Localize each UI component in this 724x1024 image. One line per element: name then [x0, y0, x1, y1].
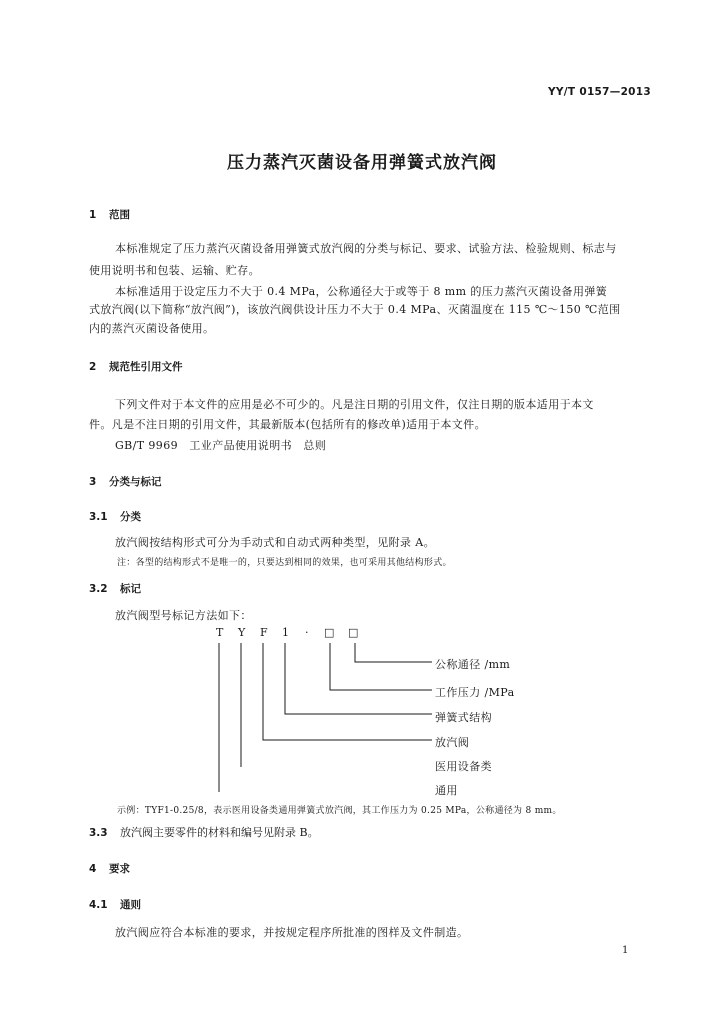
paragraph-line: 本标准适用于设定压力不大于 0.4 MPa，公称通径大于或等于 8 mm 的压力蒸汽灭菌设备用弹簧: [115, 285, 608, 298]
standard-number: YY/T 0157—2013: [547, 86, 651, 98]
section-4-heading: [89, 861, 130, 876]
section-title: 分类: [120, 511, 141, 523]
code-letter: Y: [238, 626, 246, 639]
connector-line: [263, 643, 432, 740]
marking-label: 通用: [435, 784, 458, 797]
section-text: 放汽阀主要零件的材料和编号见附录 B。: [120, 826, 319, 839]
paragraph-line: 件。凡是不注日期的引用文件，其最新版本(包括所有的修改单)适用于本文件。: [89, 418, 486, 431]
page-number: 1: [622, 945, 629, 956]
connector-line: [330, 643, 432, 690]
code-letter: F: [260, 626, 268, 639]
section-title: 标记: [120, 583, 141, 595]
paragraph-line: 使用说明书和包装、运输、贮存。: [89, 264, 260, 277]
paragraph-line: 放汽阀型号标记方法如下：: [115, 609, 252, 622]
section-title: 范围: [109, 209, 130, 221]
code-placeholder: □: [324, 626, 335, 639]
connector-line: [285, 643, 432, 714]
paragraph-line: 本标准规定了压力蒸汽灭菌设备用弹簧式放汽阀的分类与标记、要求、试验方法、检验规则、标志与: [115, 242, 617, 255]
section-title: 通则: [120, 899, 141, 911]
section-3-3: [89, 824, 319, 840]
paragraph-line: 内的蒸汽灭菌设备使用。: [89, 322, 215, 335]
section-number: 3.2: [89, 583, 108, 595]
code-letter: 1: [282, 626, 289, 639]
marking-label: 医用设备类: [435, 760, 492, 773]
section-number: 2: [89, 361, 97, 373]
paragraph-line: 放汽阀按结构形式可分为手动式和自动式两种类型，见附录 A。: [115, 536, 436, 549]
code-placeholder: □: [348, 626, 359, 639]
marking-label: 弹簧式结构: [435, 711, 492, 724]
section-title: 分类与标记: [109, 476, 162, 488]
section-title: 规范性引用文件: [109, 361, 183, 373]
paragraph-line: 下列文件对于本文件的应用是必不可少的。凡是注日期的引用文件，仅注日期的版本适用于本文: [115, 398, 594, 411]
example: 示例：TYF1-0.25/8，表示医用设备类通用弹簧式放汽阀，其工作压力为 0.25 MPa，公称通径为 8 mm。: [117, 806, 562, 816]
note: 注：各型的结构形式不是唯一的，只要达到相同的效果，也可采用其他结构形式。: [117, 558, 452, 568]
connector-line: [355, 643, 432, 662]
marking-label: 公称通径 /mm: [435, 658, 511, 671]
section-number: 3.3: [89, 827, 108, 839]
document-title: 压力蒸汽灭菌设备用弹簧式放汽阀: [227, 153, 497, 173]
section-number: 3.1: [89, 511, 108, 523]
section-4-1-heading: [89, 897, 141, 912]
section-number: 1: [89, 209, 97, 221]
paragraph-line: 放汽阀应符合本标准的要求，并按规定程序所批准的图样及文件制造。: [115, 926, 469, 939]
section-number: 3: [89, 476, 97, 488]
marking-label: 放汽阀: [435, 736, 470, 749]
section-number: 4: [89, 863, 97, 875]
marking-label: 工作压力 /MPa: [435, 686, 515, 699]
section-title: 要求: [109, 863, 130, 875]
paragraph-line: 式放汽阀(以下简称“放汽阀”)，该放汽阀供设计压力不大于 0.4 MPa、灭菌温度在 115 ℃～150 ℃范围: [89, 303, 621, 316]
code-letter: T: [216, 626, 224, 639]
section-number: 4.1: [89, 899, 108, 911]
normative-reference: GB/T 9969 工业产品使用说明书 总则: [115, 439, 327, 452]
code-dot: ·: [305, 626, 309, 639]
